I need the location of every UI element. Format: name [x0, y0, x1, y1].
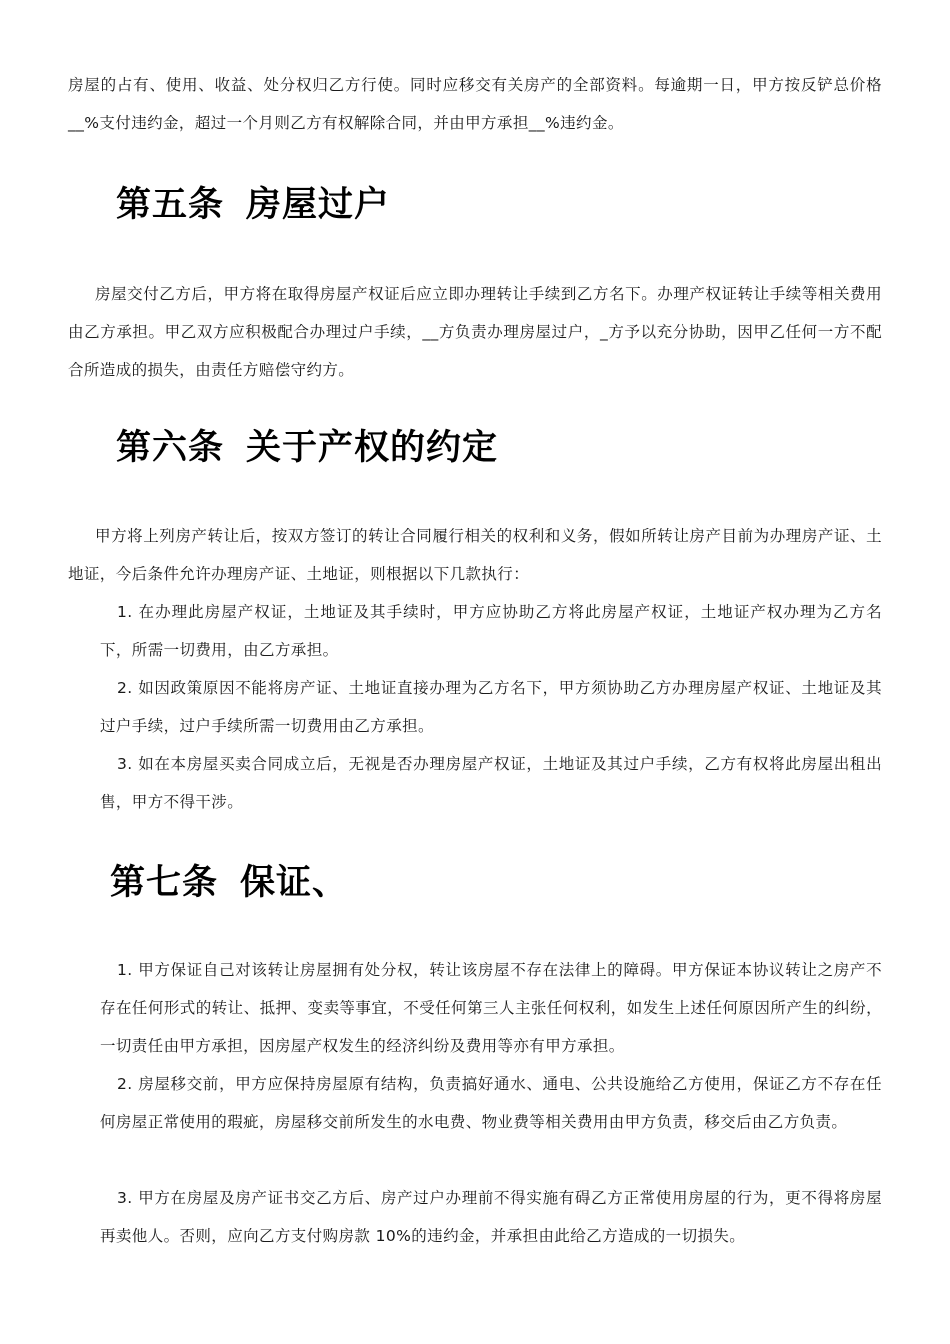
section-6-item-2: 2. 如因政策原因不能将房产证、土地证直接办理为乙方名下，甲方须协助乙方办理房屋产权证、土地证及其过户手续，过户手续所需一切费用由乙方承担。 [100, 679, 882, 735]
section-5-heading [116, 183, 390, 227]
section-5-body: 房屋交付乙方后，甲方将在取得房屋产权证后应立即办理转让手续到乙方名下。办理产权证转让手续等相关费用由乙方承担。甲乙双方应积极配合办理过户手续，__方负责办理房屋过户，_方予以充分协助，因甲乙任何一方不配合所造成的损失，由责任方赔偿守约方。 [68, 285, 882, 379]
section-6-title: 关于产权的约定 [246, 428, 499, 468]
section-6-item-1: 1. 在办理此房屋产权证，土地证及其手续时，甲方应协助乙方将此房屋产权证，土地证产权办理为乙方名下，所需一切费用，由乙方承担。 [100, 603, 882, 659]
section-5-title: 房屋过户 [246, 185, 391, 225]
section-7-heading [110, 861, 348, 905]
section-7-number: 第七条 [110, 863, 219, 903]
section-6-body: 甲方将上列房产转让后，按双方签订的转让合同履行相关的权利和义务，假如所转让房产目前为办理房产证、土地证，今后条件允许办理房产证、土地证，则根据以下几款执行： [68, 527, 882, 583]
section-6-heading [116, 426, 498, 470]
section-5-number: 第五条 [116, 185, 225, 225]
section-7-title: 保证、 [240, 863, 349, 903]
section-7-item-3: 3. 甲方在房屋及房产证书交乙方后、房产过户办理前不得实施有碍乙方正常使用房屋的行为，更不得将房屋再卖他人。否则，应向乙方支付购房款 10%的违约金，并承担由此给乙方造成的一切损失。 [100, 1189, 882, 1245]
section-6-item-3: 3. 如在本房屋买卖合同成立后，无视是否办理房屋产权证，土地证及其过户手续，乙方有权将此房屋出租出售，甲方不得干涉。 [100, 755, 882, 811]
intro-paragraph: 房屋的占有、使用、收益、处分权归乙方行使。同时应移交有关房产的全部资料。每逾期一日，甲方按反铲总价格__%支付违约金，超过一个月则乙方有权解除合同，并由甲方承担__%违约金。 [68, 76, 882, 132]
section-7-item-2: 2. 房屋移交前，甲方应保持房屋原有结构，负责搞好通水、通电、公共设施给乙方使用，保证乙方不存在任何房屋正常使用的瑕疵，房屋移交前所发生的水电费、物业费等相关费用由甲方负责，移交后由乙方负责。 [100, 1075, 882, 1131]
section-7-item-1: 1. 甲方保证自己对该转让房屋拥有处分权，转让该房屋不存在法律上的障碍。甲方保证本协议转让之房产不存在任何形式的转让、抵押、变卖等事宜，不受任何第三人主张任何权利，如发生上述任何原因所产生的纠纷，一切责任由甲方承担，因房屋产权发生的经济纠纷及费用等亦有甲方承担。 [100, 961, 882, 1055]
section-6-number: 第六条 [116, 428, 225, 468]
